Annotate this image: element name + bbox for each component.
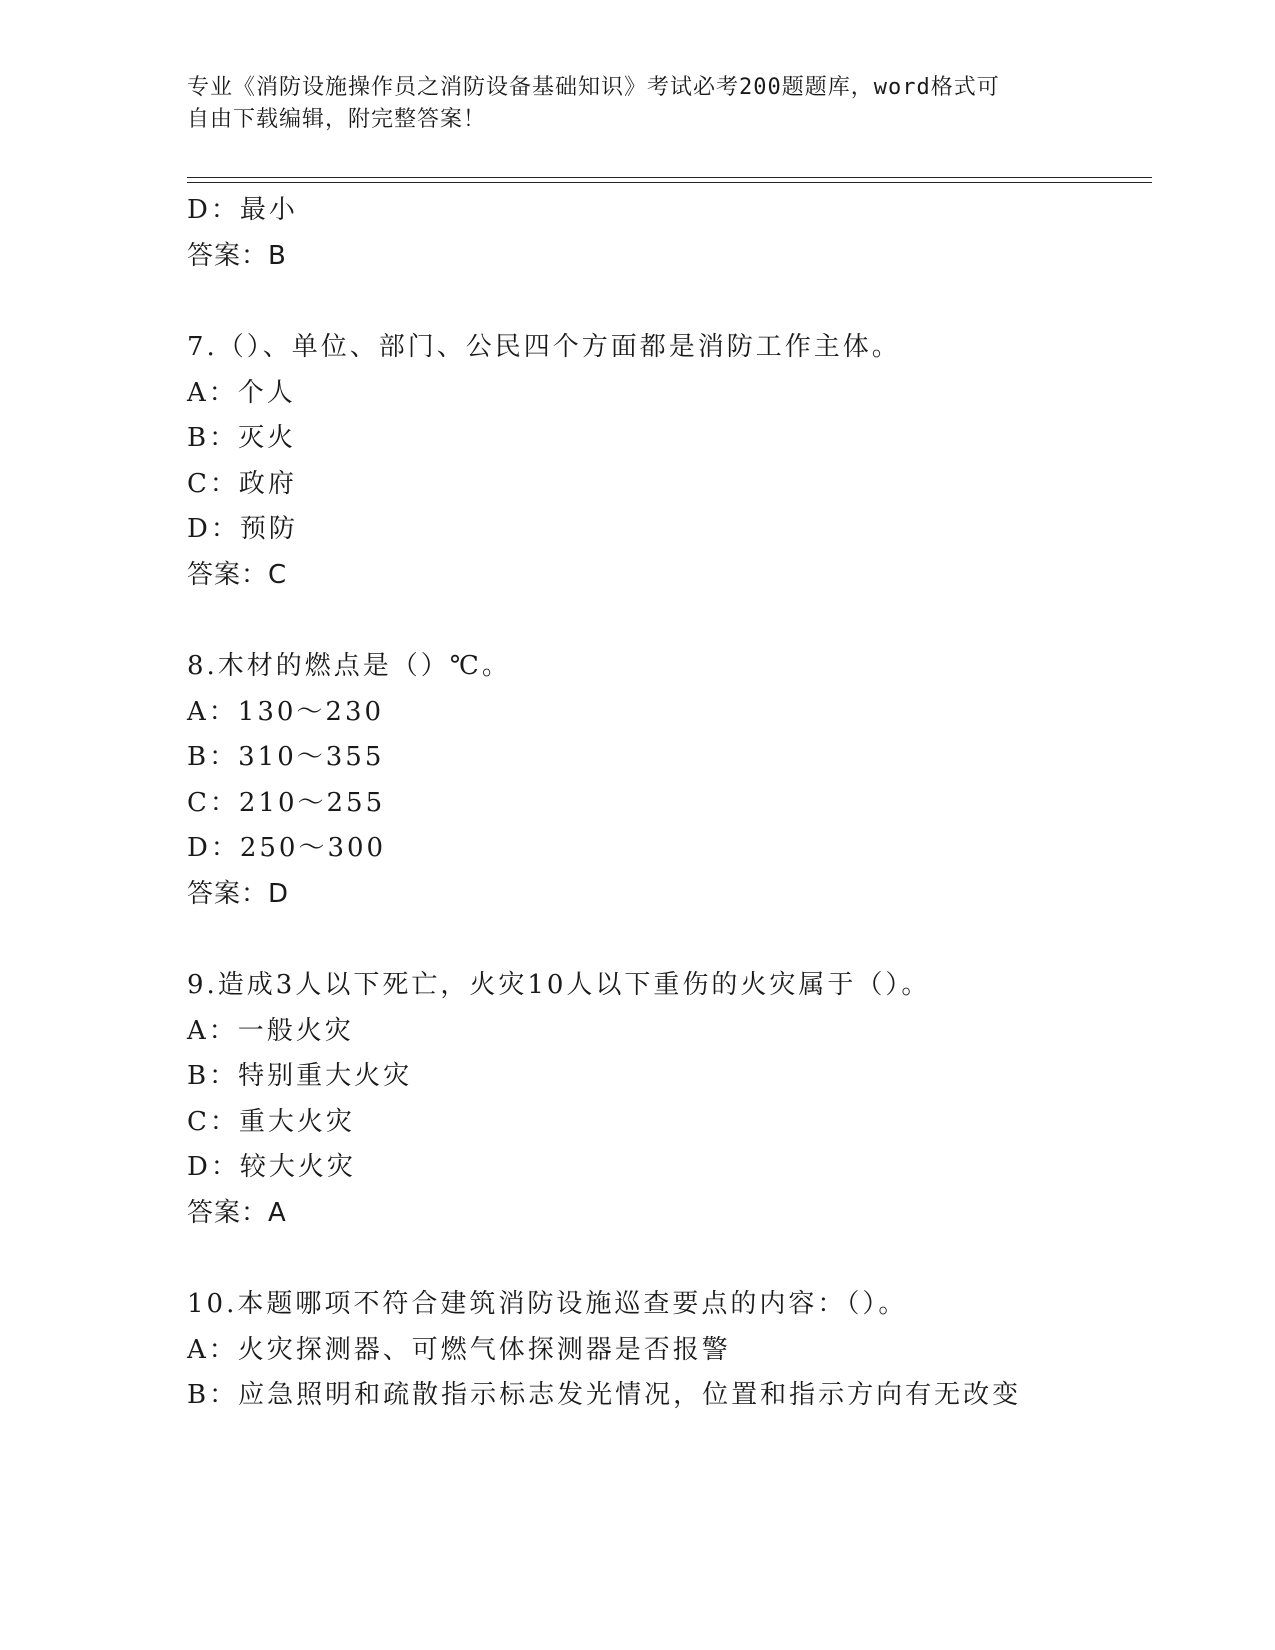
question-6-tail bbox=[187, 188, 1152, 279]
header-divider-bottom bbox=[187, 182, 1152, 183]
document-header bbox=[187, 72, 1087, 136]
answer: 答案：A bbox=[187, 1197, 287, 1228]
option-d: D：较大火灾 bbox=[187, 1152, 356, 1182]
option-d: D：预防 bbox=[187, 514, 298, 544]
option-b: B：灭火 bbox=[187, 423, 297, 453]
header-line-2: 自由下载编辑，附完整答案！ bbox=[187, 107, 487, 132]
question-7 bbox=[187, 325, 1152, 598]
option-c: C：210～255 bbox=[187, 787, 386, 818]
option-b: B：应急照明和疏散指示标志发光情况，位置和指示方向有无改变 bbox=[187, 1380, 1022, 1410]
option-d: D：250～300 bbox=[187, 833, 387, 863]
answer: 答案：B bbox=[187, 240, 287, 271]
question-stem: 9.造成3人以下死亡，火灾10人以下重伤的火灾属于（）。 bbox=[187, 970, 931, 1000]
option-c: C：重大火灾 bbox=[187, 1106, 355, 1137]
option-b: B：310～355 bbox=[187, 742, 385, 772]
option-a: A：个人 bbox=[187, 377, 296, 408]
question-10 bbox=[187, 1282, 1152, 1419]
option-a: A：一般火灾 bbox=[187, 1015, 354, 1046]
question-8 bbox=[187, 644, 1152, 917]
option-a: A：130～230 bbox=[187, 696, 385, 727]
option-b: B：特别重大火灾 bbox=[187, 1061, 413, 1091]
question-list bbox=[187, 188, 1152, 1419]
header-divider-top bbox=[187, 177, 1152, 178]
answer: 答案：D bbox=[187, 878, 290, 909]
option-a: A：火灾探测器、可燃气体探测器是否报警 bbox=[187, 1334, 731, 1365]
question-stem: 8.木材的燃点是（）℃。 bbox=[187, 651, 511, 681]
question-stem: 10.本题哪项不符合建筑消防设施巡查要点的内容：（）。 bbox=[187, 1289, 908, 1319]
option-d: D：最小 bbox=[187, 195, 298, 225]
question-9 bbox=[187, 963, 1152, 1236]
option-c: C：政府 bbox=[187, 468, 297, 499]
answer: 答案：C bbox=[187, 559, 288, 590]
question-stem: 7.（）、单位、部门、公民四个方面都是消防工作主体。 bbox=[187, 332, 901, 362]
header-line-1: 专业《消防设施操作员之消防设备基础知识》考试必考200题题库，word格式可 bbox=[187, 75, 1000, 100]
